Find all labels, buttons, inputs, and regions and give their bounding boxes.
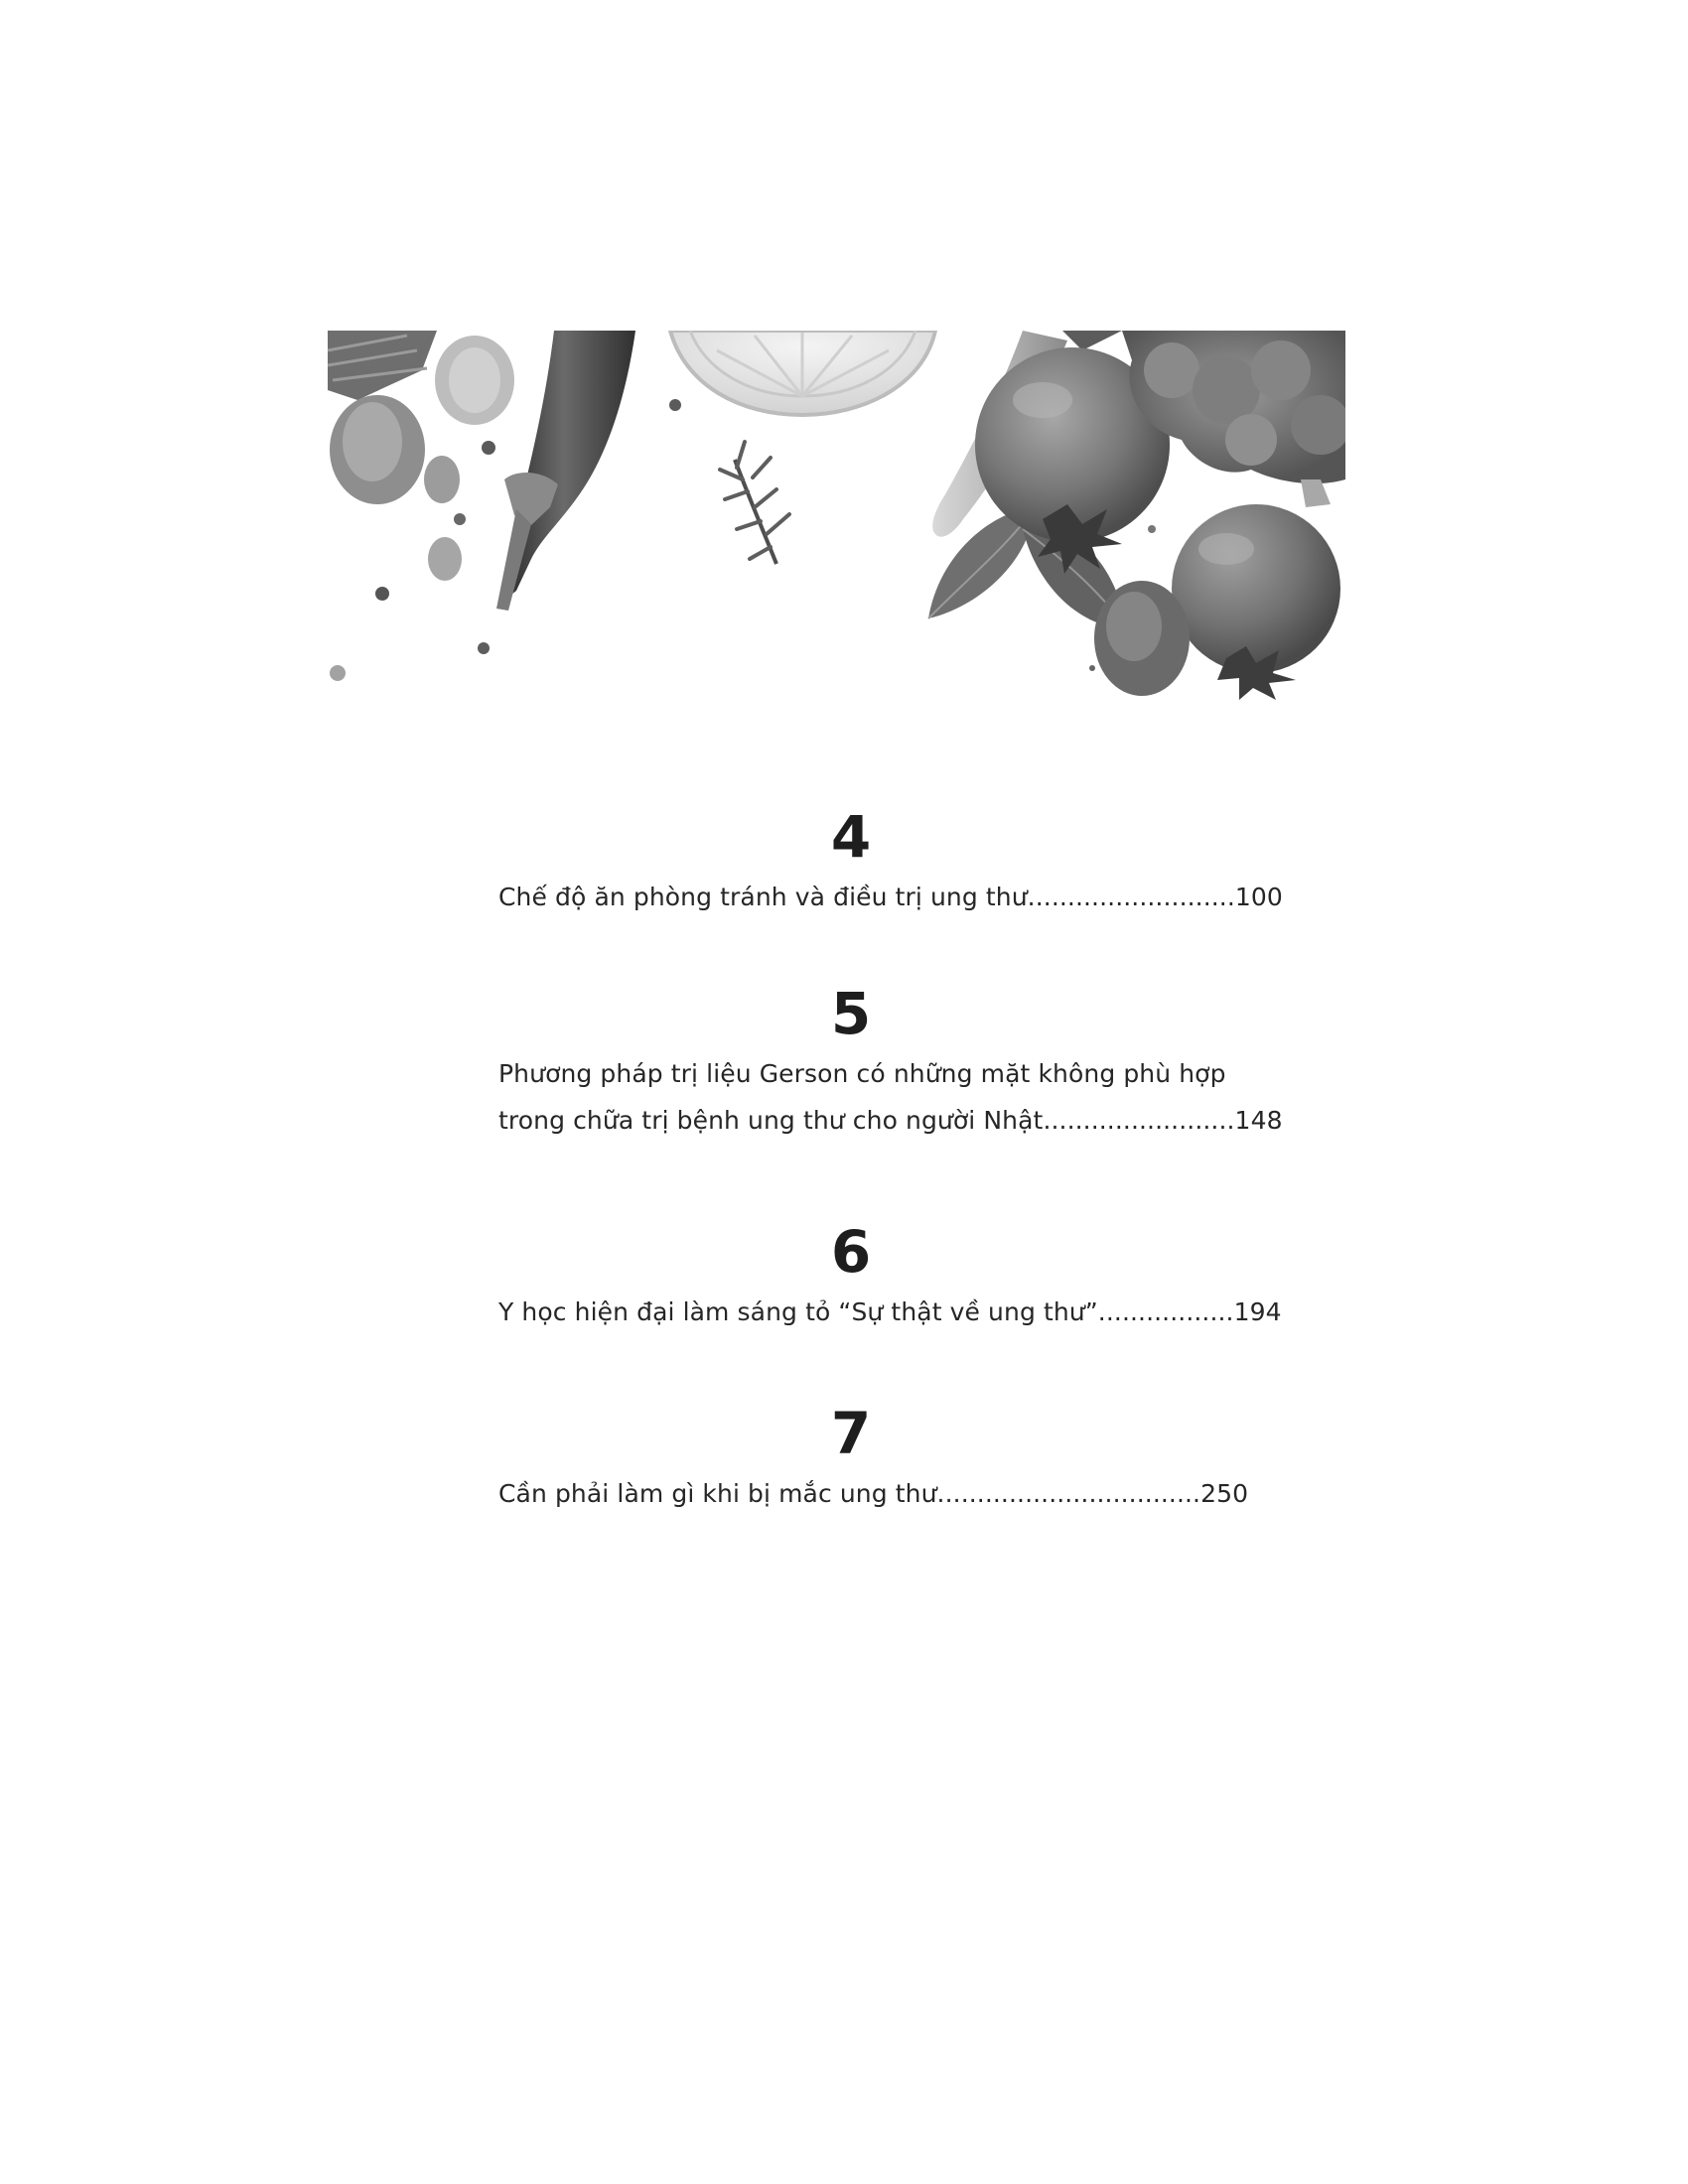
- vegetables-banner-icon: [328, 331, 1345, 700]
- chapter-number: 6: [830, 1218, 872, 1286]
- chapter-title: Cần phải làm gì khi bị mắc ung thư.................................250: [498, 1479, 1249, 1508]
- chapter-number: 7: [830, 1400, 872, 1467]
- chapter-title: Phương pháp trị liệu Gerson có những mặt không phù hợp: [498, 1059, 1226, 1088]
- chapter-title: Chế độ ăn phòng tránh và điều trị ung thư..........................100: [498, 883, 1283, 911]
- chapter-title-continued: trong chữa trị bệnh ung thư cho người Nhật........................148: [498, 1106, 1283, 1135]
- chapter-number: 4: [830, 803, 872, 871]
- chapter-number: 5: [830, 980, 872, 1047]
- chapter-title: Y học hiện đại làm sáng tỏ “Sự thật về ung thư”.................194: [498, 1297, 1282, 1326]
